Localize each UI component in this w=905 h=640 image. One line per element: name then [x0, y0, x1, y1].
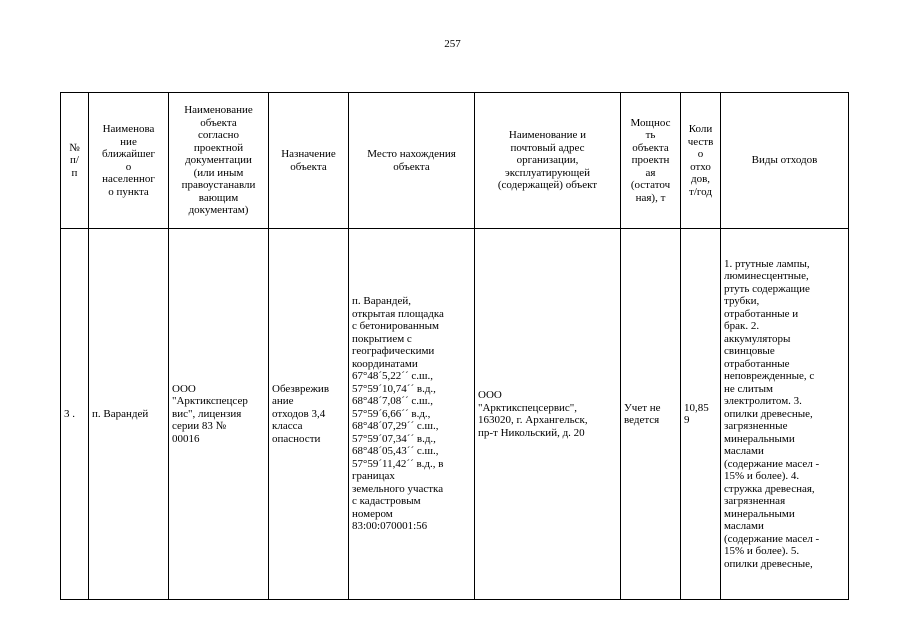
cell-num: 3 .	[61, 229, 89, 600]
header-power: Мощнос ть объекта проектн ая (остаточ ная), т	[621, 93, 681, 229]
cell-quantity: 10,85 9	[681, 229, 721, 600]
cell-object-name: ООО "Арктикспецсер вис", лицензия серии 83 № 00016	[169, 229, 269, 600]
cell-location: п. Варандей, открытая площадка с бетонированным покрытием с географическими координатами 67°48´5,22´´ с.ш., 57°59´10,74´´ в.д., 68°48´7,08´´ с.ш., 57°59´6,66´´ в.д., 68°48´07,29´´ с.ш., 57°59´07,34´´ в.д., 68°48´05,43´´ с.ш., 57°59´11,42´´ в.д., в границах земельного участка с кадастровым номером 83:00:070001:56	[349, 229, 475, 600]
cell-waste-types: 1. ртутные лампы, люминесцентные, ртуть содержащие трубки, отработанные и брак. 2. аккумуляторы свинцовые отработанные неповрежденные, с не слитым электролитом. 3. опилки древесные, загрязненные минеральными маслами (содержание масел - 15% и более). 4. стружка древесная, загрязненная минеральными маслами (содержание масел - 15% и более). 5. опилки древесные,	[721, 229, 849, 600]
table-header-row	[61, 93, 849, 229]
cell-purpose: Обезврежив ание отходов 3,4 класса опасности	[269, 229, 349, 600]
cell-settlement: п. Варандей	[89, 229, 169, 600]
table-row	[61, 229, 849, 600]
waste-facilities-table	[60, 92, 849, 600]
page-number: 257	[444, 38, 461, 50]
header-purpose: Назначение объекта	[269, 93, 349, 229]
header-num: № п/ п	[61, 93, 89, 229]
header-location: Место нахождения объекта	[349, 93, 475, 229]
cell-power: Учет не ведется	[621, 229, 681, 600]
header-waste-types: Виды отходов	[721, 93, 849, 229]
header-object-name: Наименование объекта согласно проектной документации (или иным правоустанавли вающим документам)	[169, 93, 269, 229]
header-settlement: Наименова ние ближайшег о населенног о пункта	[89, 93, 169, 229]
cell-operator: ООО "Арктикспецсервис", 163020, г. Архангельск, пр-т Никольский, д. 20	[475, 229, 621, 600]
header-operator: Наименование и почтовый адрес организации, эксплуатирующей (содержащей) объект	[475, 93, 621, 229]
header-quantity: Коли честв о отхо дов, т/год	[681, 93, 721, 229]
